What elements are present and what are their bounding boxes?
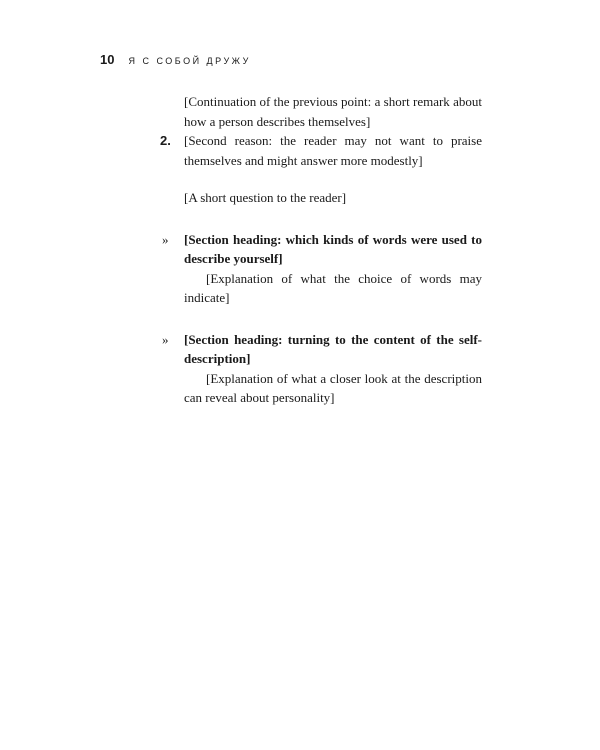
continuation-paragraph: [Continuation of the previous point: a short remark about how a person describes themselves] bbox=[184, 94, 482, 129]
section-marker: » bbox=[162, 331, 169, 347]
section-heading: [Section heading: which kinds of words were used to describe yourself] bbox=[184, 231, 482, 266]
section-word-types bbox=[162, 230, 482, 308]
body-text bbox=[160, 92, 482, 408]
item-2-paragraph: [Second reason: the reader may not want to praise themselves and might answer more modestly] bbox=[184, 133, 482, 168]
numbered-item-2 bbox=[160, 131, 482, 170]
running-head bbox=[100, 52, 251, 67]
section-body: [Explanation of what a closer look at the description can reveal about personality] bbox=[184, 370, 482, 405]
section-marker: » bbox=[162, 231, 169, 247]
page-number: 10 bbox=[100, 52, 115, 67]
section-body: [Explanation of what the choice of words may indicate] bbox=[184, 270, 482, 305]
running-head-title: Я С СОБОЙ ДРУЖУ bbox=[128, 56, 251, 66]
item-number: 2. bbox=[160, 133, 171, 148]
question-line: [A short question to the reader] bbox=[184, 190, 347, 205]
section-heading: [Section heading: turning to the content of the self-description] bbox=[184, 331, 482, 366]
section-content bbox=[162, 330, 482, 408]
